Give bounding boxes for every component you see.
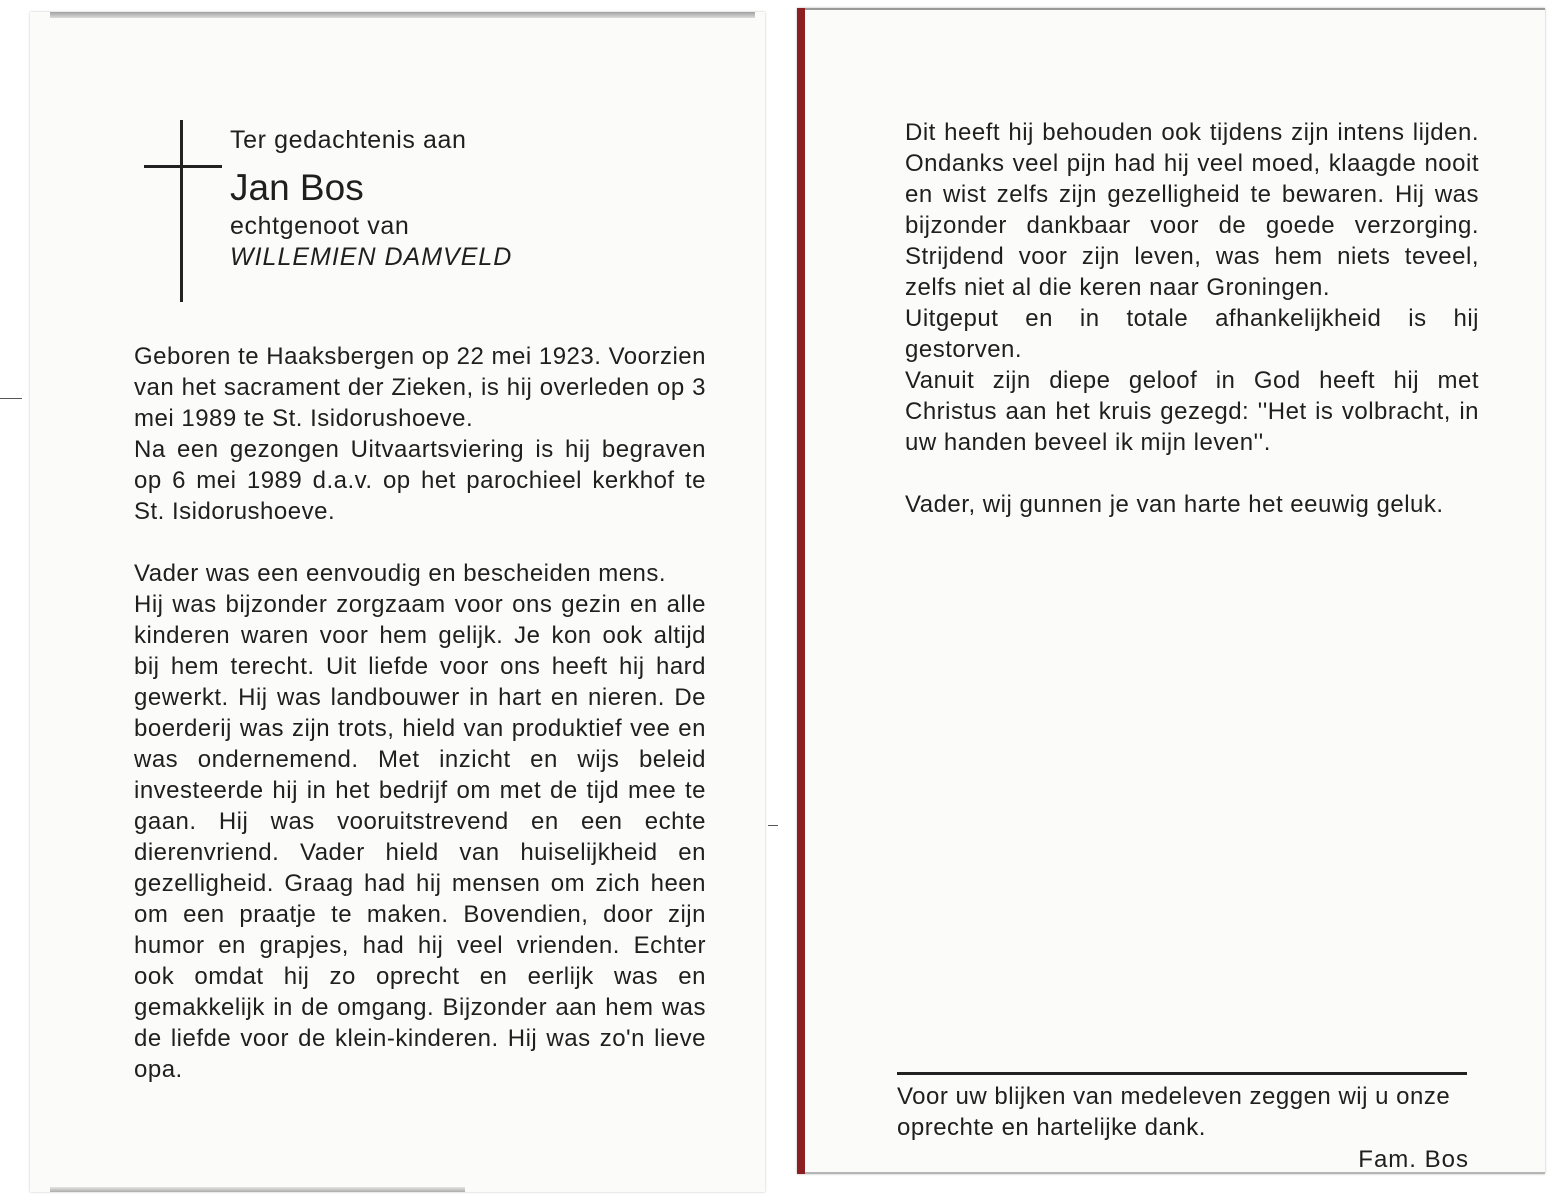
divider — [897, 1072, 1467, 1075]
spouse-name: WILLEMIEN DAMVELD — [230, 243, 513, 271]
faith-paragraph: Vanuit zijn diepe geloof in God heeft hij met Christus aan het kruis gezegd: ''Het is volbracht, in uw handen beveel ik mijn leven''. — [905, 367, 1479, 456]
spouse-label: echtgenoot van — [230, 212, 410, 240]
illness-paragraph: Dit heeft hij behouden ook tijdens zijn intens lijden. Ondanks veel pijn had hij veel moed, klaagde nooit en wist zelfs zijn gezelligheid te bewaren. Hij was bijzonder dankbaar voor de goede verzorging. Strijdend voor zijn leven, was hem niets teveel, zelfs niet al die keren naar Groningen. — [905, 119, 1479, 301]
character-paragraph: Vader was een eenvoudig en bescheiden mens. — [134, 560, 667, 587]
memorial-card-front — [30, 12, 765, 1192]
memorial-card-back — [797, 8, 1545, 1174]
birth-death-paragraph: Geboren te Haaksbergen op 22 mei 1923. Voorzien van het sacrament der Zieken, is hij overleden op 3 mei 1989 te St. Isidorushoeve. — [134, 343, 706, 432]
memorial-header — [230, 124, 512, 273]
cross-icon-bar — [144, 165, 222, 168]
card-edge-bottom — [50, 1187, 465, 1192]
scan-mark-middle — [768, 825, 778, 826]
deceased-name: Jan Bos — [230, 167, 364, 208]
thanks-note: Voor uw blijken van medeleven zeggen wij u onze oprechte en hartelijke dank. — [897, 1083, 1451, 1141]
scan-mark-left — [0, 398, 22, 399]
card-edge-top — [805, 8, 1545, 10]
cross-icon — [180, 120, 183, 302]
family-signature: Fam. Bos — [1358, 1146, 1469, 1173]
life-story-continued — [905, 117, 1479, 520]
passing-paragraph: Uitgeput en in totale afhankelijkheid is hij gestorven. — [905, 305, 1479, 363]
card-edge-top — [50, 12, 755, 18]
life-story — [134, 341, 706, 1085]
intro-line: Ter gedachtenis aan — [230, 126, 467, 154]
funeral-paragraph: Na een gezongen Uitvaartsviering is hij begraven op 6 mei 1989 d.a.v. op het parochieel kerkhof te St. Isidorushoeve. — [134, 436, 706, 525]
farewell-paragraph: Vader, wij gunnen je van harte het eeuwig geluk. — [905, 491, 1444, 518]
family-paragraph: Hij was bijzonder zorgzaam voor ons gezin en alle kinderen waren voor hem gelijk. Je kon ook altijd bij hem terecht. Uit liefde voor ons heeft hij hard gewerkt. Hij was landbouwer in hart en nieren. De boerderij was zijn trots, hield van produktief vee en was ondernemend. Met inzicht en wijs beleid investeerde hij in het bedrijf om met de tijd mee te gaan. Hij was vooruitstrevend en een echte dierenvriend. Vader hield van huiselijkheid en gezelligheid. Graag had hij mensen om zich heen om een praatje te maken. Bovendien, door zijn humor en grapjes, had hij veel vrienden. Echter ook omdat hij zo oprecht en eerlijk was en gemakkelijk in de omgang. Bijzonder aan hem was de liefde voor de klein-kinderen. Hij was zo'n lieve opa. — [134, 591, 706, 1083]
